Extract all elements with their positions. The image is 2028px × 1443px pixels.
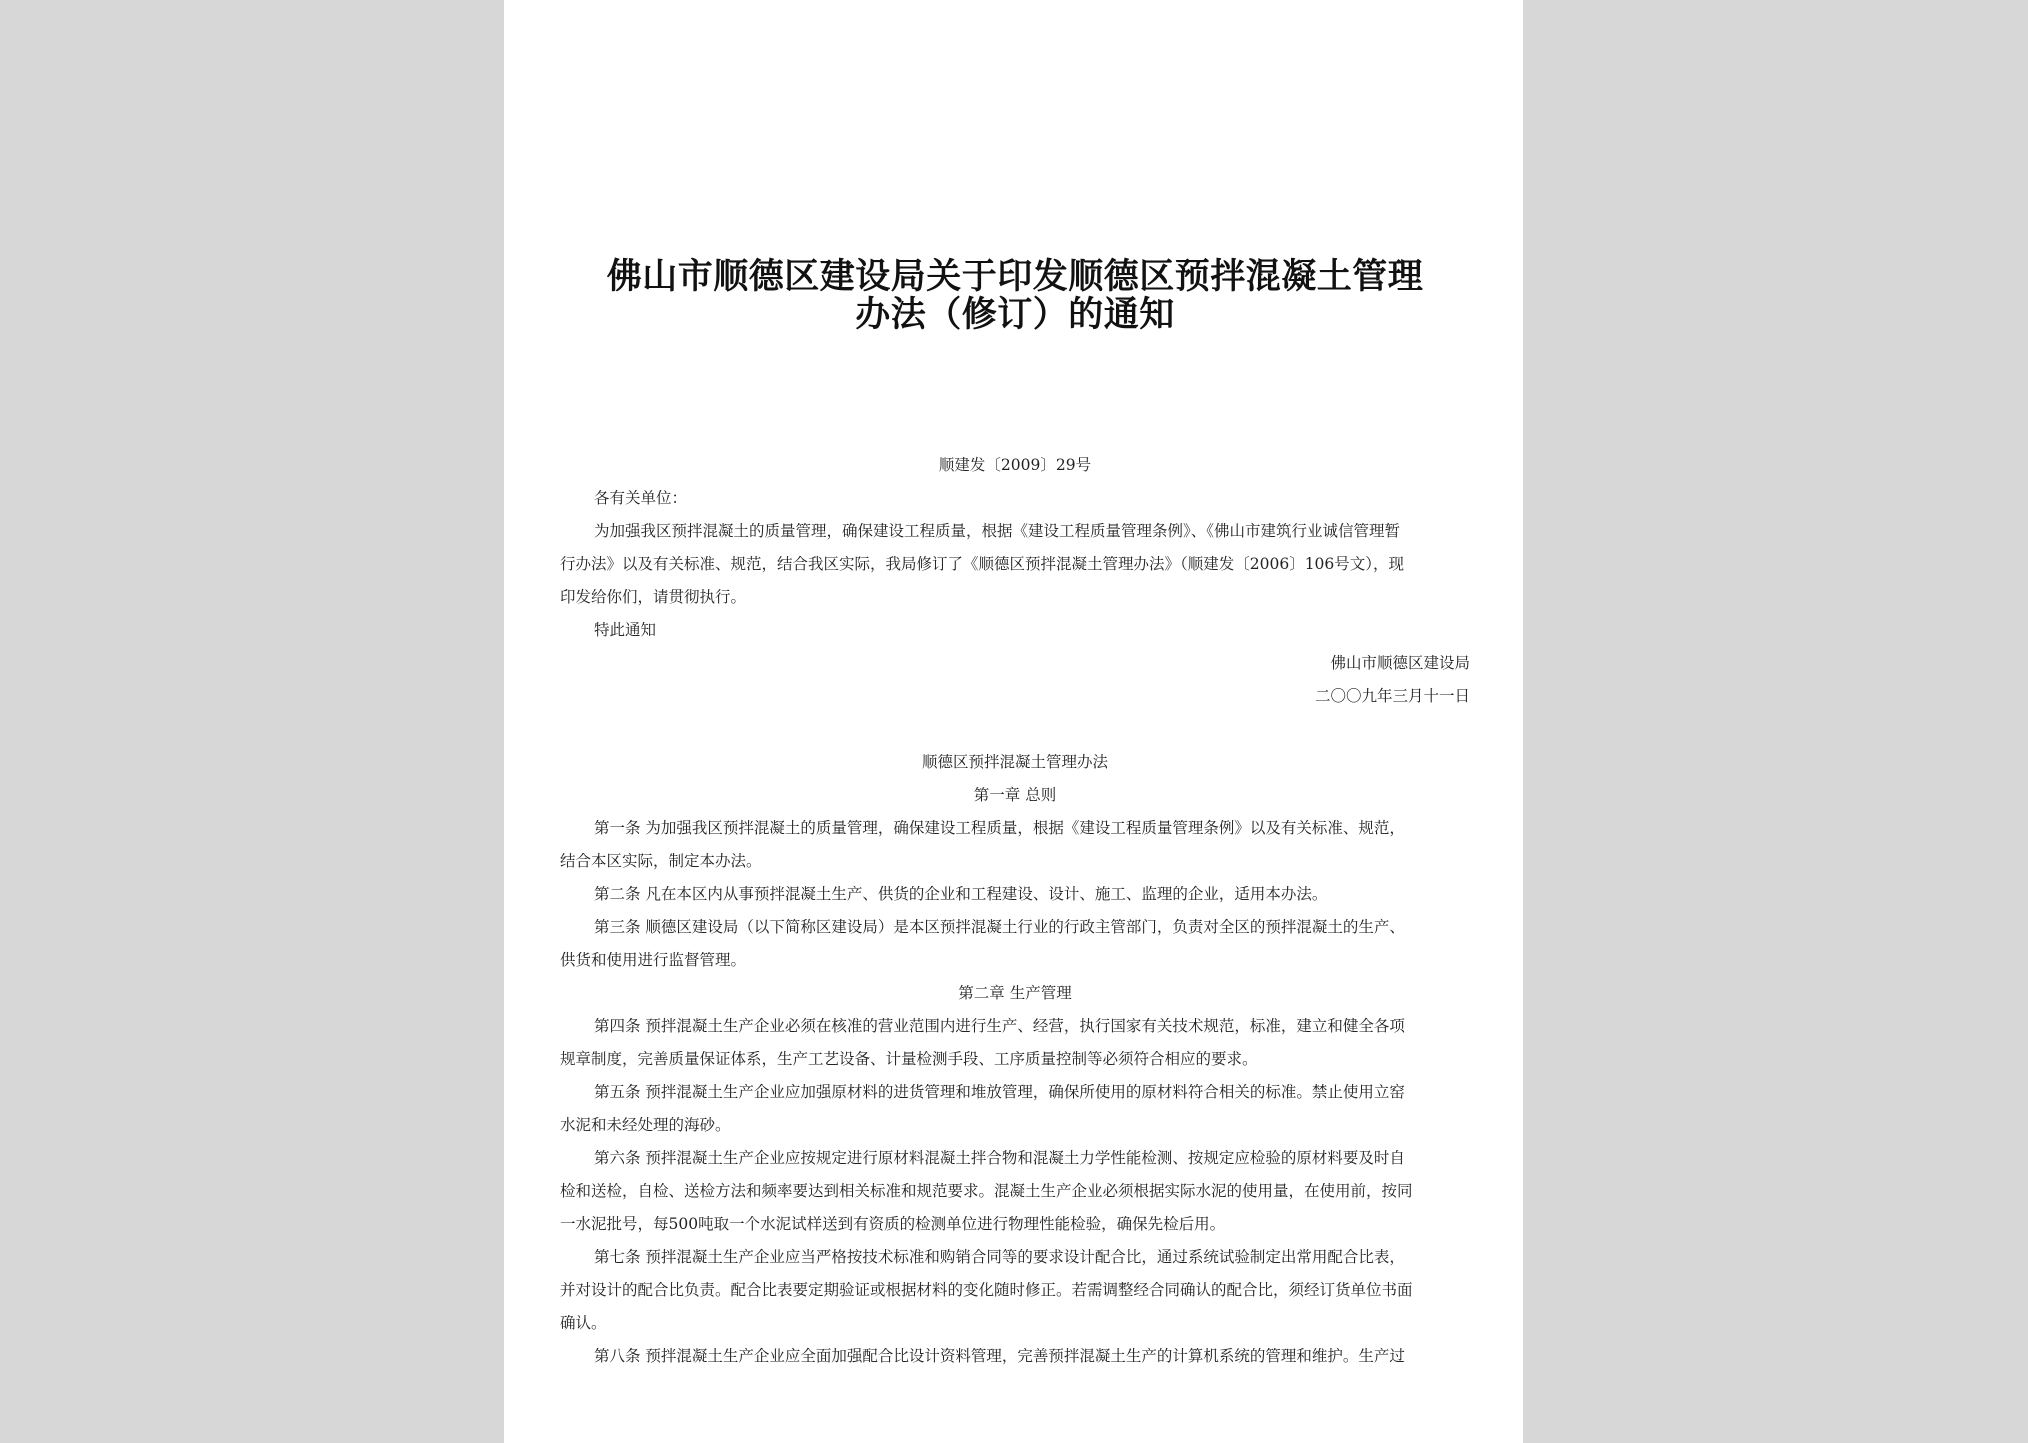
article-7-line-1: 第七条 预拌混凝土生产企业应当严格按技术标准和购销合同等的要求设计配合比，通过系统试验制定出常用配合比表， [594, 1248, 1405, 1266]
article-2-line: 第二条 凡在本区内从事预拌混凝土生产、供货的企业和工程建设、设计、施工、监理的企业，适用本办法。 [594, 885, 1328, 903]
article-7-line-2: 并对设计的配合比负责。配合比表要定期验证或根据材料的变化随时修正。若需调整经合同确认的配合比，须经订货单位书面 [560, 1281, 1413, 1299]
doc-number: 顺建发〔2009〕29号 [938, 456, 1092, 474]
chapter-1-title: 第一章 总则 [973, 786, 1057, 804]
article-1-line-2: 结合本区实际，制定本办法。 [560, 852, 762, 870]
article-6-line-3: 一水泥批号，每500吨取一个水泥试样送到有资质的检测单位进行物理性能检验，确保先检后用。 [560, 1215, 1226, 1233]
regulation-title: 顺德区预拌混凝土管理办法 [921, 753, 1108, 771]
title-line-2: 办法（修订）的通知 [855, 294, 1175, 335]
article-3-line-1: 第三条 顺德区建设局（以下简称区建设局）是本区预拌混凝土行业的行政主管部门，负责对全区的预拌混凝土的生产、 [594, 918, 1405, 936]
notice-closing: 特此通知 [594, 621, 657, 639]
chapter-2-title: 第二章 生产管理 [958, 984, 1072, 1002]
article-4-line-1: 第四条 预拌混凝土生产企业必须在核准的营业范围内进行生产、经营，执行国家有关技术规范，标准，建立和健全各项 [594, 1017, 1405, 1035]
article-5-line-2: 水泥和未经处理的海砂。 [560, 1116, 731, 1134]
intro-line-3: 印发给你们，请贯彻执行。 [560, 588, 747, 606]
salutation: 各有关单位： [594, 489, 688, 507]
article-8-line-1: 第八条 预拌混凝土生产企业应全面加强配合比设计资料管理，完善预拌混凝土生产的计算机系统的管理和维护。生产过 [594, 1347, 1405, 1365]
intro-line-1: 为加强我区预拌混凝土的质量管理，确保建设工程质量，根据《建设工程质量管理条例》、《佛山市建筑行业诚信管理暂 [594, 522, 1401, 540]
article-6-line-1: 第六条 预拌混凝土生产企业应按规定进行原材料混凝土拌合物和混凝土力学性能检测、按规定应检验的原材料要及时自 [594, 1149, 1405, 1167]
intro-line-2: 行办法》以及有关标准、规范，结合我区实际，我局修订了《顺德区预拌混凝土管理办法》（顺建发〔2006〕106号文），现 [560, 555, 1405, 573]
article-1-line-1: 第一条 为加强我区预拌混凝土的质量管理，确保建设工程质量，根据《建设工程质量管理条例》以及有关标准、规范， [594, 819, 1405, 837]
article-7-line-3: 确认。 [560, 1314, 607, 1332]
issue-date: 二〇〇九年三月十一日 [1314, 687, 1470, 705]
article-3-line-2: 供货和使用进行监督管理。 [560, 951, 747, 969]
article-5-line-1: 第五条 预拌混凝土生产企业应加强原材料的进货管理和堆放管理，确保所使用的原材料符合相关的标准。禁止使用立窑 [594, 1083, 1405, 1101]
document-page [504, 0, 1523, 1443]
issuer-signature: 佛山市顺德区建设局 [1330, 654, 1470, 672]
article-4-line-2: 规章制度，完善质量保证体系，生产工艺设备、计量检测手段、工序质量控制等必须符合相应的要求。 [560, 1050, 1258, 1068]
document-title [600, 258, 1430, 334]
article-6-line-2: 检和送检，自检、送检方法和频率要达到相关标准和规范要求。混凝土生产企业必须根据实际水泥的使用量，在使用前，按同 [560, 1182, 1413, 1200]
title-line-1: 佛山市顺德区建设局关于印发顺德区预拌混凝土管理 [606, 256, 1424, 297]
